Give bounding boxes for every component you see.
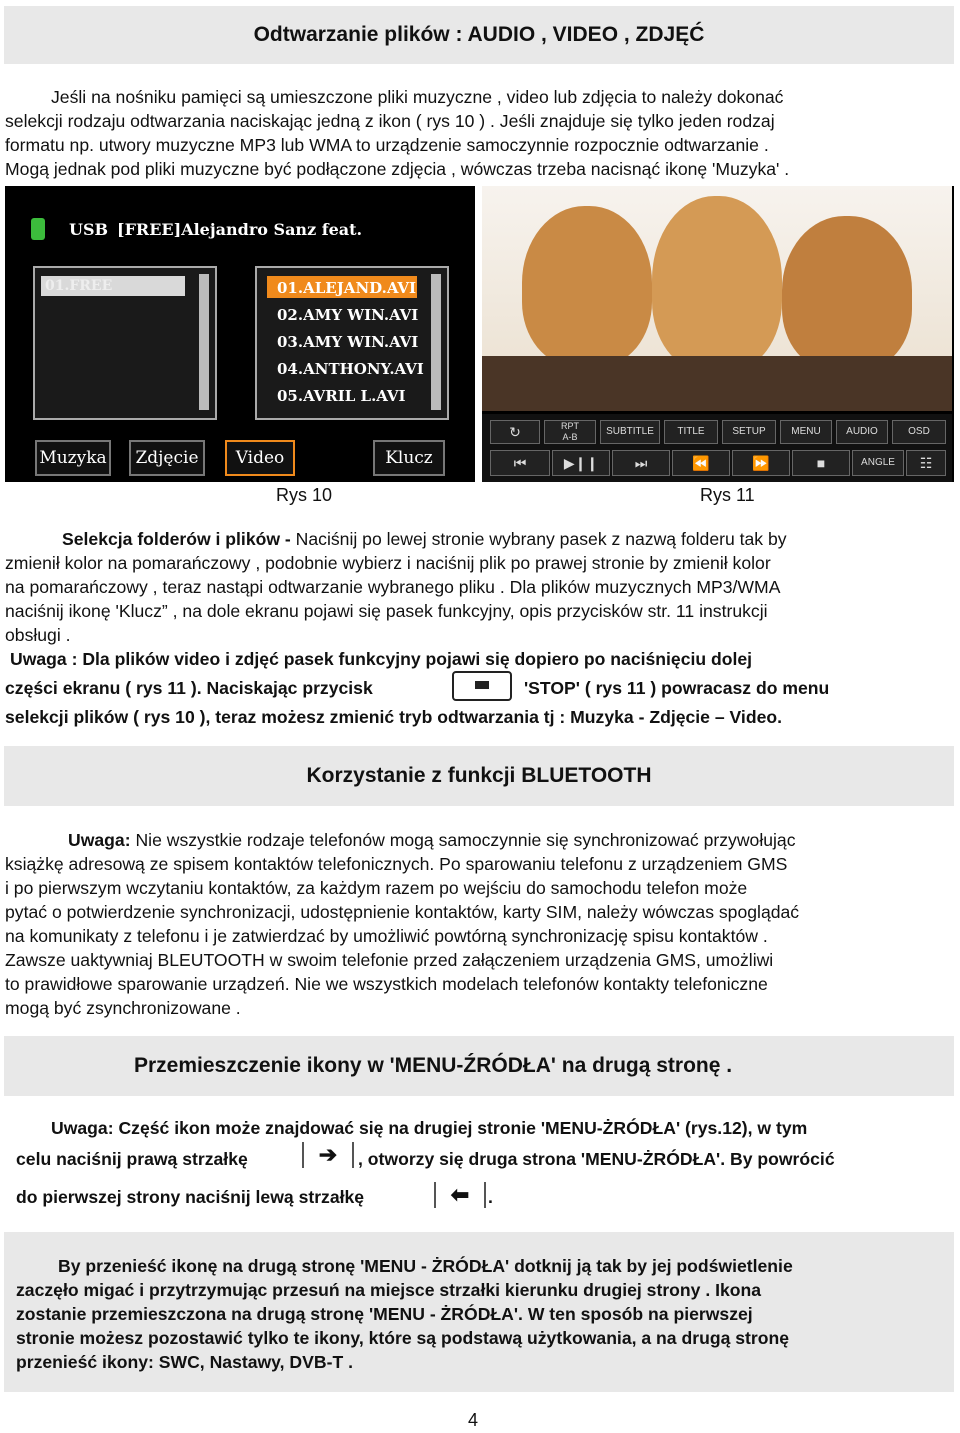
mode-tabs: [5, 436, 475, 478]
instruction-line: By przenieść ikonę na drugą stronę 'MENU - ŻRÓDŁA' dotknij ją tak by jej podświetlenie: [58, 1256, 793, 1276]
intro-line: selekcji rodzaju odtwarzania naciskając jedną z ikon ( rys 10 ) . Jeśli znajduje się tylko jeden rodzaj: [5, 111, 775, 131]
bluetooth-line: na komunikaty z telefonu i je zatwierdzać by umożliwić powtórną synchronizację spisu kontaktów .: [5, 926, 768, 946]
bluetooth-line: pytać o potwierdzenie synchronizacji, udostępnienie kontaktów, karty SIM, należy wówczas spoglądać: [5, 902, 800, 922]
bluetooth-line: książkę adresową ze spisem kontaktów telefonicznych. Po sparowaniu telefonu z urządzeniem GMS: [5, 854, 788, 874]
tab-zdjecie[interactable]: Zdjęcie: [129, 440, 205, 476]
caption-rys-10: Rys 10: [276, 485, 333, 505]
player-controls: [482, 414, 952, 482]
note-line: 'STOP' ( rys 11 ) powracasz do menu: [524, 678, 830, 698]
section-title: Przemieszczenie ikony w 'MENU-ŹRÓDŁA' na drugą stronę .: [134, 1054, 733, 1077]
instruction-line: stronie możesz pozostawić tylko te ikony, które są podstawą użytkowania, a na drugą stronę: [16, 1328, 790, 1348]
tab-klucz[interactable]: Klucz: [373, 440, 445, 476]
tab-video[interactable]: Video: [225, 440, 295, 476]
puppy-3: [782, 216, 912, 371]
grid-icon[interactable]: ☷: [906, 450, 946, 476]
angle-button[interactable]: ANGLE: [852, 450, 904, 476]
selection-line: naciśnij ikonę 'Klucz” , na dole ekranu pojawi się pasek funkcyjny, opis przycisków str. 11 instrukcji: [5, 601, 768, 621]
selection-line: na pomarańczowy , teraz nastąpi odtwarzanie wybranego pliku . Dla plików muzycznych MP3/WMA: [5, 577, 781, 597]
previous-icon[interactable]: ⏮: [490, 450, 550, 476]
file-panel: [255, 266, 449, 420]
audio-button[interactable]: AUDIO: [836, 420, 888, 444]
track-title: [FREE]Alejandro Sanz feat.: [117, 220, 363, 239]
folder-label: 01.FREE: [45, 278, 113, 294]
osd-button[interactable]: OSD: [892, 420, 946, 444]
intro-line: Jeśli na nośniku pamięci są umieszczone pliki muzyczne , video lub zdjęcia to należy dokonać: [51, 87, 784, 107]
file-item[interactable]: 04.ANTHONY.AVI: [277, 360, 424, 378]
note-paragraph: [5, 647, 955, 729]
usb-header: [13, 200, 467, 239]
section-header-move-icon: [4, 1036, 954, 1096]
stop-icon[interactable]: ■: [792, 450, 850, 476]
figure-11-player-photo: [482, 186, 954, 482]
menu-button[interactable]: MENU: [780, 420, 832, 444]
file-item[interactable]: 03.AMY WIN.AVI: [277, 333, 419, 351]
selection-line: obsługi .: [5, 625, 71, 645]
folder-scrollbar[interactable]: [199, 274, 209, 410]
bluetooth-line: Nie wszystkie rodzaje telefonów mogą samoczynnie się synchronizować przywołując: [130, 830, 796, 850]
rpt-ab-button[interactable]: RPT A-B: [544, 420, 596, 444]
folder-item[interactable]: [41, 276, 185, 296]
usb-label: USB: [69, 220, 109, 239]
move-icon-instructions: [4, 1232, 954, 1392]
folder-panel: [33, 266, 217, 420]
move-line: celu naciśnij prawą strzałkę: [16, 1149, 248, 1169]
selection-heading: Selekcja folderów i plików -: [62, 529, 291, 549]
next-icon[interactable]: ⏭: [612, 450, 670, 476]
bluetooth-paragraph: [5, 828, 955, 1020]
section-title: Korzystanie z funkcji BLUETOOTH: [306, 764, 652, 787]
file-item[interactable]: 05.AVRIL L.AVI: [277, 387, 406, 405]
note-line: części ekranu ( rys 11 ). Naciskając przycisk: [5, 678, 373, 698]
wooden-box: [482, 356, 952, 411]
page-number: 4: [468, 1410, 479, 1430]
usb-drive-icon: [31, 218, 45, 240]
move-line: , otworzy się druga strona 'MENU-ŻRÓDŁA'. By powrócić: [358, 1149, 835, 1169]
setup-button[interactable]: SETUP: [722, 420, 776, 444]
subtitle-button[interactable]: SUBTITLE: [600, 420, 660, 444]
bluetooth-line: Zawsze uaktywniaj BLEUTOOTH w swoim telefonie przed załączeniem urządzenia GMS, umożliwi: [5, 950, 774, 970]
note-line: Uwaga : Dla plików video i zdjęć pasek funkcyjny pojawi się dopiero po naciśnięciu dolej: [10, 649, 753, 669]
intro-line: Mogą jednak pod pliki muzyczne być podłączone zdjęcia , wówczas trzeba nacisnąć ikonę 'Muzyka' .: [5, 159, 790, 179]
intro-line: formatu np. utwory muzyczne MP3 lub WMA to urządzenie samoczynnie rozpocznie odtwarzanie .: [5, 135, 769, 155]
instruction-line: przenieść ikony: SWC, Nastawy, DVB-T .: [16, 1352, 353, 1372]
caption-rys-11: Rys 11: [700, 485, 755, 505]
section-header-playback: [4, 6, 954, 64]
play-pause-icon[interactable]: ▶❙❙: [552, 450, 610, 476]
selection-paragraph: [5, 527, 955, 647]
selection-line: zmienił kolor na pomarańczowy , podobnie wybierz i naciśnij plik po prawej stronie by zmienił kolor: [5, 553, 771, 573]
selection-line: Naciśnij po lewej stronie wybrany pasek z nazwą folderu tak by: [290, 529, 787, 549]
puppies-photo: [482, 186, 952, 411]
bluetooth-note-label: Uwaga:: [68, 830, 131, 850]
bluetooth-line: to prawidłowe sparowanie urządzeń. Nie we wszystkich modelach telefonów kontakty telefoniczne: [5, 974, 768, 994]
stop-button-icon: [452, 671, 512, 701]
move-icon-note: [16, 1116, 946, 1216]
section-header-bluetooth: [4, 746, 954, 806]
move-line: .: [488, 1187, 493, 1207]
intro-paragraph: [5, 85, 955, 181]
stop-square-icon: [475, 681, 489, 689]
file-item[interactable]: 01.ALEJAND.AVI: [277, 279, 417, 297]
bluetooth-line: mogą być zsynchronizowane .: [5, 998, 241, 1018]
left-arrow-icon: ⬅: [434, 1182, 486, 1208]
note-line: selekcji plików ( rys 10 ), teraz możesz zmienić tryb odtwarzania tj : Muzyka - Zdjęcie – Video.: [5, 707, 782, 727]
right-arrow-icon: ➔: [302, 1142, 354, 1168]
move-line: Uwaga: Część ikon może znajdować się na drugiej stronie 'MENU-ŻRÓDŁA' (rys.12), w tym: [51, 1118, 808, 1138]
rewind-icon[interactable]: ⏪: [672, 450, 730, 476]
move-line: do pierwszej strony naciśnij lewą strzałkę: [16, 1187, 365, 1207]
repeat-button[interactable]: ↻: [490, 420, 540, 444]
file-scrollbar[interactable]: [431, 274, 441, 410]
instruction-line: zaczęło migać i przytrzymując przesuń na miejsce strzałki kierunku drugiej strony . Ikona: [16, 1280, 762, 1300]
section-title: Odtwarzanie plików : AUDIO , VIDEO , ZDJĘĆ: [253, 23, 705, 46]
instruction-line: zostanie przemieszczona na drugą stronę 'MENU - ŻRÓDŁA'. W ten sposób na pierwszej: [16, 1304, 753, 1324]
title-button[interactable]: TITLE: [664, 420, 718, 444]
fast-forward-icon[interactable]: ⏩: [732, 450, 790, 476]
puppy-2: [652, 196, 782, 371]
figure-10-file-browser: [5, 186, 475, 482]
bluetooth-line: i po pierwszym wczytaniu kontaktów, za każdym razem po wejściu do samochodu telefon może: [5, 878, 748, 898]
tab-muzyka[interactable]: Muzyka: [35, 440, 111, 476]
file-item[interactable]: 02.AMY WIN.AVI: [277, 306, 419, 324]
puppy-1: [522, 206, 652, 366]
